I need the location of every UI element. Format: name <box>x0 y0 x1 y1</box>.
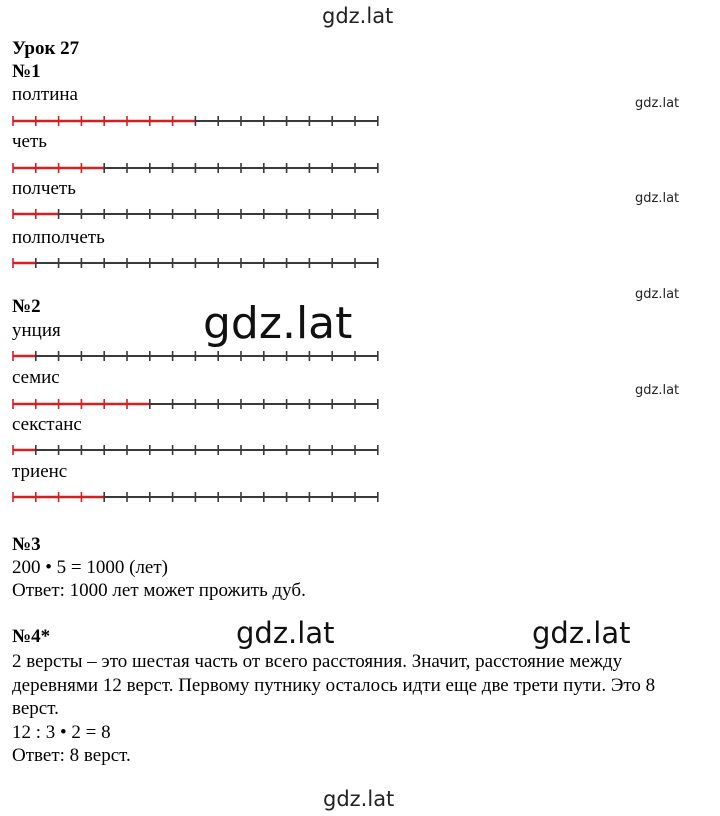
task3-heading: №3 <box>12 534 41 555</box>
ruler <box>12 490 382 504</box>
ruler <box>12 256 382 270</box>
task3-answer: Ответ: 1000 лет может прожить дуб. <box>12 580 306 601</box>
ruler <box>12 161 382 175</box>
ruler <box>12 443 382 457</box>
task4-line: деревнями 12 верст. Первому путнику осталось идти еще две трети пути. Это 8 <box>12 674 656 696</box>
task1-label-3: полчеть <box>12 178 76 199</box>
task4-line: верст. <box>12 698 59 719</box>
task4-answer: Ответ: 8 верст. <box>12 745 131 766</box>
task1-heading: №1 <box>12 61 41 82</box>
task1-label-4: полполчеть <box>12 227 105 248</box>
task3-calculation: 200 • 5 = 1000 (лет) <box>12 557 168 578</box>
task4-line: 2 версты – это шестая часть от всего расстояния. Значит, расстояние между <box>12 651 623 672</box>
task1-label-1: полтина <box>12 84 78 105</box>
ruler <box>12 349 382 363</box>
task4-heading: №4* <box>12 626 51 647</box>
task2-label-1: унция <box>12 320 61 341</box>
task2-heading: №2 <box>12 296 41 317</box>
task2-label-4: триенс <box>12 461 68 482</box>
task4-calculation: 12 : 3 • 2 = 8 <box>12 721 111 743</box>
watermark-mid-left: gdz.lat <box>236 616 335 650</box>
watermark-mid-right: gdz.lat <box>532 616 631 650</box>
task2-label-2: семис <box>12 367 60 388</box>
watermark-side-3: gdz.lat <box>635 287 680 302</box>
watermark-side-1: gdz.lat <box>635 96 680 111</box>
lesson-title: Урок 27 <box>12 38 80 59</box>
task1-label-2: четь <box>12 131 47 152</box>
watermark-side-2: gdz.lat <box>635 191 680 206</box>
watermark-top: gdz.lat <box>322 4 394 28</box>
watermark-center: gdz.lat <box>203 298 353 349</box>
task2-label-3: секстанс <box>12 414 82 435</box>
watermark-bottom: gdz.lat <box>323 787 395 811</box>
ruler <box>12 397 382 411</box>
task4-solution <box>12 650 702 768</box>
watermark-side-4: gdz.lat <box>635 383 680 398</box>
ruler <box>12 207 382 221</box>
ruler <box>12 114 382 128</box>
